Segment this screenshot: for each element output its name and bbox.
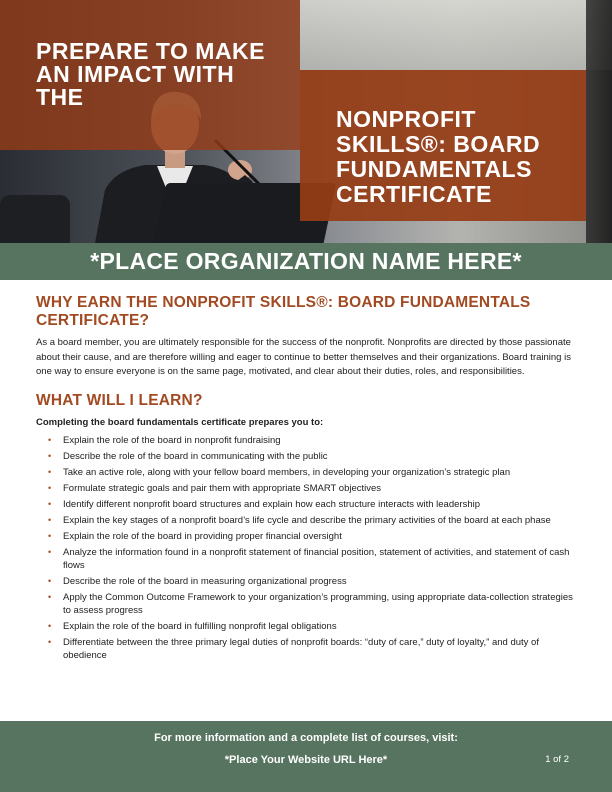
bullet-icon: • xyxy=(48,620,52,631)
hero-window-light xyxy=(300,0,612,70)
chair-shape xyxy=(0,195,70,243)
list-item-text: Explain the role of the board in providing proper financial oversight xyxy=(63,530,342,542)
bullet-icon: • xyxy=(48,434,52,445)
list-item xyxy=(36,482,576,495)
list-item xyxy=(36,450,576,463)
bullet-icon: • xyxy=(48,482,52,493)
hero-banner xyxy=(0,0,612,243)
bullet-icon: • xyxy=(48,591,52,602)
footer-band xyxy=(0,721,612,792)
website-url-placeholder[interactable]: *Place Your Website URL Here* xyxy=(224,754,388,766)
bullet-icon: • xyxy=(48,530,52,541)
list-item-text: Explain the role of the board in fulfilling nonprofit legal obligations xyxy=(63,620,337,632)
learn-lead: Completing the board fundamentals certificate prepares you to: xyxy=(36,416,324,428)
list-item xyxy=(36,575,576,588)
list-item xyxy=(36,591,576,617)
organization-name: *PLACE ORGANIZATION NAME HERE* xyxy=(90,248,522,274)
list-item xyxy=(36,514,576,527)
list-item xyxy=(36,466,576,479)
bullet-icon: • xyxy=(48,514,52,525)
list-item-text: Explain the key stages of a nonprofit board’s life cycle and describe the primary activities of the board at each phase xyxy=(63,514,551,526)
list-item xyxy=(36,620,576,633)
learn-heading: WHAT WILL I LEARN? xyxy=(36,391,203,409)
hero-title-right: NONPROFIT SKILLS®: BOARD FUNDAMENTALS CERTIFICATE xyxy=(336,106,541,207)
list-item-text: Explain the role of the board in nonprofit fundraising xyxy=(63,434,281,446)
bullet-icon: • xyxy=(48,636,52,647)
list-item-text: Identify different nonprofit board structures and explain how each structure interacts with leadership xyxy=(63,498,481,510)
list-item-text: Apply the Common Outcome Framework to your organization’s programming, using appropriate data-collection strategies to assess progress xyxy=(63,591,573,616)
bullet-icon: • xyxy=(48,546,52,557)
list-item xyxy=(36,530,576,543)
bullet-icon: • xyxy=(48,575,52,586)
why-heading: WHY EARN THE NONPROFIT SKILLS®: BOARD FUNDAMENTALS CERTIFICATE? xyxy=(36,294,531,329)
organization-band xyxy=(0,243,612,280)
list-item-text: Differentiate between the three primary legal duties of nonprofit boards: “duty of care,” duty of loyalty,” and duty of obedience xyxy=(63,636,539,661)
why-paragraph: As a board member, you are ultimately responsible for the success of the nonprofit. Nonprofits are directed by those passionate about their cause, and are therefore willing and eager to continue to better themselves and their organizations. Board training is one way to ensure everyone is on the same page, motivated, and clear about their duties, roles, and responsibilities. xyxy=(36,337,571,377)
learn-list xyxy=(36,434,576,662)
list-item xyxy=(36,498,576,511)
list-item-text: Formulate strategic goals and pair them with appropriate SMART objectives xyxy=(63,482,382,494)
list-item-text: Describe the role of the board in measuring organizational progress xyxy=(63,575,347,587)
hero-shadow-edge xyxy=(586,0,612,243)
list-item xyxy=(36,546,576,572)
page-number: 1 of 2 xyxy=(545,754,569,765)
list-item-text: Analyze the information found in a nonprofit statement of financial position, statement of activities, and statement of cash flows xyxy=(63,546,570,571)
footer-info-text: For more information and a complete list of courses, visit: xyxy=(154,732,458,744)
list-item-text: Describe the role of the board in communicating with the public xyxy=(63,450,328,462)
list-item xyxy=(36,434,576,447)
hero-title-left: PREPARE TO MAKE AN IMPACT WITH THE xyxy=(36,38,266,110)
list-item-text: Take an active role, along with your fellow board members, in developing your organization’s strategic plan xyxy=(63,466,511,478)
main-content xyxy=(36,294,576,665)
bullet-icon: • xyxy=(48,450,52,461)
bullet-icon: • xyxy=(48,466,52,477)
bullet-icon: • xyxy=(48,498,52,509)
list-item xyxy=(36,636,576,662)
